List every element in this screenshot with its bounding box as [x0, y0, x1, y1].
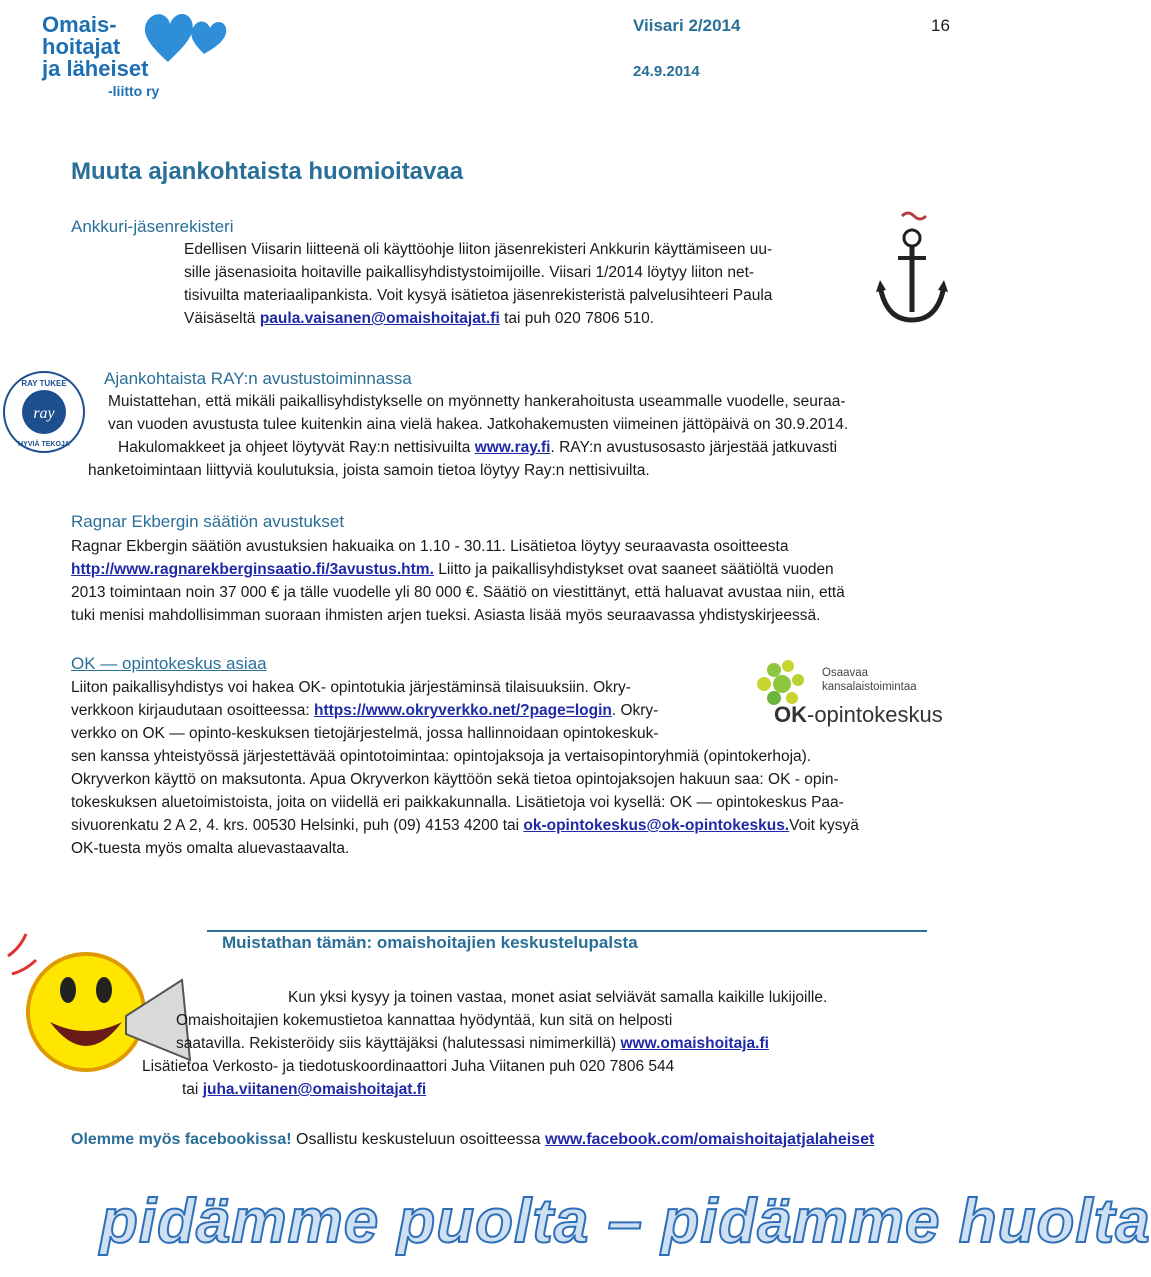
ankkuri-line-2: sille jäsenasioita hoitaville paikallisyhdistystoimijoille. Viisari 1/2014 löytyy liiton net- [184, 264, 755, 281]
forum-title: Muistathan tämän: omaishoitajien keskustelupalsta [222, 933, 638, 952]
ok-line-7 [71, 814, 951, 837]
ray-text-2: . RAY:n avustusosasto järjestää jatkuvasti [550, 439, 838, 456]
issue-date: 24.9.2014 [633, 63, 700, 80]
ok-text: verkkoon kirjaudutaan osoitteessa: [71, 702, 310, 719]
okry-login-link[interactable]: https://www.okryverkko.net/?page=login [313, 702, 612, 719]
ok-text-4: Voit kysyä [789, 817, 859, 834]
logo-sub: -liitto ry [108, 83, 160, 99]
ragnar-text: Liitto ja paikallisyhdistykset ovat saaneet säätiöltä vuoden [433, 561, 834, 578]
forum-line-5 [182, 1078, 902, 1101]
ray-text: Hakulomakkeet ja ohjeet löytyvät Ray:n nettisivuilta [118, 439, 471, 456]
ok-logo-ok: OK [774, 702, 807, 727]
anchor-icon [872, 208, 952, 330]
ok-logo-tagline: Osaavaa kansalaistoimintaa [822, 667, 917, 693]
ankkuri-title: Ankkuri-jäsenrekisteri [71, 217, 234, 236]
ok-body [71, 676, 951, 860]
ankkuri-line-1: Edellisen Viisarin liitteenä oli käyttöohje liiton jäsenrekisteri Ankkurin käyttämiseen uu- [184, 241, 773, 258]
issue-label: Viisari 2/2014 [633, 16, 741, 35]
ok-title: OK — opintokeskus asiaa [71, 654, 267, 673]
ankkuri-line-3: tisivuilta materiaalipankista. Voit kysyä isätietoa jäsenrekisteristä palvelusihteeri Paula [184, 287, 773, 304]
forum-line-4: Lisätietoa Verkosto- ja tiedotuskoordinaattori Juha Viitanen puh 020 7806 544 [142, 1058, 675, 1075]
ok-text-2: . Okry- [611, 702, 659, 719]
ray-line-1: Muistattehan, että mikäli paikallisyhdistykselle on myönnetty hankerahoitusta useammalle vuodelle, seuraa- [108, 393, 846, 410]
ok-line-3: verkko on OK — opinto-keskuksen tietojärjestelmä, jossa hallinnoidaan opintokeskuk- [71, 725, 659, 742]
ok-line-6: tokeskuksen aluetoimistoista, joita on viidellä eri paikkakunnalla. Lisätietoja voi kysellä: OK — opintokeskus Paa- [71, 794, 844, 811]
ok-line-4: sen kanssa yhteistyössä järjestettävää opintotoimintaa: opintojaksoja ja vertaisopintoryhmiä (opintokerhoja). [71, 748, 812, 765]
ok-line-2 [71, 699, 951, 722]
paula-email-link[interactable]: paula.vaisanen@omaishoitajat.fi [259, 310, 500, 327]
ok-line-5: Okryverkon käyttö on maksutonta. Apua Okryverkon käyttöön sekä tietoa opintojaksojen hakuun saa: OK - opin- [71, 771, 839, 788]
ok-email-link[interactable]: ok-opintokeskus@ok-opintokeskus. [523, 817, 790, 834]
ray-link[interactable]: www.ray.fi [474, 439, 551, 456]
facebook-bold: Olemme myös facebookissa! [71, 1131, 292, 1148]
ray-badge-icon [2, 370, 86, 454]
forum-line-1: Kun yksi kysyy ja toinen vastaa, monet asiat selviävät samalla kaikille lukijoille. [288, 989, 828, 1006]
forum-line-2: Omaishoitajien kokemustietoa kannattaa hyödyntää, kun sitä on helposti [176, 1012, 673, 1029]
forum-line-3 [176, 1032, 902, 1055]
ray-body [88, 390, 950, 482]
ray-line-2: van vuoden avustusta tulee kuitenkin aina vielä hakea. Jatkohakemusten viimeinen jättöpäivä on 30.9.2014. [108, 416, 849, 433]
facebook-text: Osallistu keskusteluun osoitteessa [291, 1131, 546, 1148]
ankkuri-line-4 [184, 307, 848, 330]
ray-line-3 [118, 436, 950, 459]
ankkuri-phone: tai puh 020 7806 510. [504, 310, 655, 327]
logo-line-1: Omais- [42, 12, 117, 37]
ok-logo-rest: -opintokeskus [807, 702, 943, 727]
facebook-link[interactable]: www.facebook.com/omaishoitajatjalaheiset [545, 1131, 875, 1148]
forum-divider [207, 930, 927, 932]
ragnar-line-1: Ragnar Ekbergin säätiön avustuksien hakuaika on 1.10 - 30.11. Lisätietoa löytyy seuraavasta osoitteesta [71, 538, 789, 555]
logo-line-3: ja läheiset [42, 56, 149, 81]
forum-body [142, 986, 902, 1101]
ragnar-body [71, 535, 951, 627]
ragnar-line-2 [71, 558, 951, 581]
ragnar-line-4: tuki menisi mahdollisimman suoraan ihmisten arjen tueksi. Asiasta lisää myös seuraavassa yhdistyskirjeessä. [71, 607, 821, 624]
page-title: Muuta ajankohtaista huomioitavaa [71, 158, 464, 185]
facebook-line [71, 1128, 874, 1151]
ankkuri-body [184, 238, 848, 330]
ray-title: Ajankohtaista RAY:n avustustoiminnassa [104, 369, 412, 388]
ray-badge-bottom: HYVIÄ TEKOJA [18, 441, 70, 448]
forum-text: saatavilla. Rekisteröidy siis käyttäjäksi (halutessasi nimimerkillä) [176, 1035, 617, 1052]
hearts-logo-icon [138, 4, 230, 66]
ok-line-8: OK-tuesta myös omalta aluevastaavalta. [71, 840, 350, 857]
ankkuri-text: Väisäseltä [184, 310, 256, 327]
juha-email-link[interactable]: juha.viitanen@omaishoitajat.fi [202, 1081, 427, 1098]
ray-badge-center: ray [33, 405, 55, 422]
ok-text-3: sivuorenkatu 2 A 2, 4. krs. 00530 Helsinki, puh (09) 4153 4200 tai [71, 817, 520, 834]
ok-line-1: Liiton paikallisyhdistys voi hakea OK- opintotukia järjestäminsä tilaisuuksiin. Okry- [71, 679, 631, 696]
ragnar-title: Ragnar Ekbergin säätiön avustukset [71, 512, 345, 531]
ray-badge-top: RAY TUKEE [21, 379, 67, 388]
ray-line-4: hanketoimintaan liittyviä koulutuksia, joista samoin tietoa löytyy Ray:n nettisivuilta. [88, 462, 650, 479]
forum-text-2: tai [182, 1081, 199, 1098]
slogan: pidämme puolta – pidämme huolta [100, 1187, 1151, 1256]
ragnar-link[interactable]: http://www.ragnarekberginsaatio.fi/3avustus.htm. [71, 561, 434, 578]
logo-line-2: hoitajat [42, 34, 121, 59]
page-number: 16 [931, 16, 950, 35]
omaishoitaja-link[interactable]: www.omaishoitaja.fi [620, 1035, 769, 1052]
ragnar-line-3: 2013 toimintaan noin 37 000 € ja tälle vuodelle yli 80 000 €. Säätiö on viestittänyt, että haluavat avustaa niin, että [71, 584, 845, 601]
